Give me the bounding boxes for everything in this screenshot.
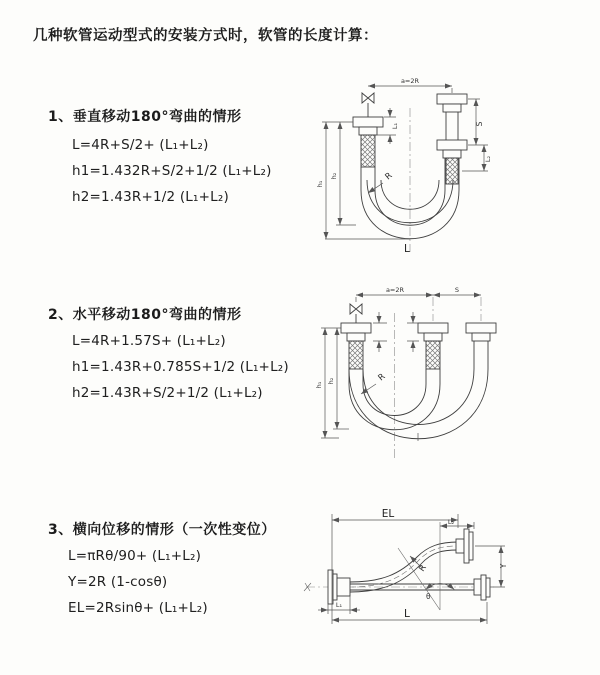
label-s: S xyxy=(454,286,460,294)
label-y: Y xyxy=(499,563,508,569)
formula-line: h1=1.432R+S/2+1/2 (L₁+L₂) xyxy=(72,163,272,179)
diagram-lateral-displacement xyxy=(298,498,598,663)
formula-line: h1=1.43R+0.785S+1/2 (L₁+L₂) xyxy=(72,359,289,375)
diagram-vertical-move-180 xyxy=(300,72,510,257)
flange-fitting-left xyxy=(353,117,383,167)
formula-line: L=4R+1.57S+ (L₁+L₂) xyxy=(72,333,226,349)
hose-s-curve xyxy=(350,542,458,592)
lateral-displacement-diagram-svg xyxy=(298,498,598,663)
formula-line: EL=2Rsinθ+ (L₁+L₂) xyxy=(68,600,208,616)
fitting-length-marks xyxy=(373,312,419,352)
formula-line: Y=2R (1-cosθ) xyxy=(68,574,168,590)
label-a2r: a=2R xyxy=(385,286,405,294)
label-l2: L₂ xyxy=(447,518,455,526)
formula-line: L=4R+S/2+ (L₁+L₂) xyxy=(72,137,209,153)
formula-line: L=πRθ/90+ (L₁+L₂) xyxy=(68,548,202,564)
valve-icon xyxy=(350,304,362,323)
flange-fitting-left xyxy=(328,570,350,604)
label-theta: θ xyxy=(426,592,431,601)
document-title: 几种软管运动型式的安装方式时，软管的长度计算： xyxy=(33,28,378,44)
label-s: S xyxy=(475,121,484,127)
label-l2: L₂ xyxy=(484,155,492,163)
flange-fitting-right-original xyxy=(474,575,490,600)
flange-fitting-right-moved xyxy=(466,323,496,341)
label-l1: L₁ xyxy=(335,601,343,609)
label-radius: R xyxy=(376,371,388,384)
flange-fitting-right-lower xyxy=(437,140,467,184)
label-length-l: L xyxy=(404,608,410,620)
label-a2r: a=2R xyxy=(400,77,420,85)
label-length-l: L xyxy=(404,243,410,255)
label-radius: R xyxy=(417,563,429,574)
flange-fitting-left xyxy=(341,323,371,369)
section-1-heading: 1、垂直移动180°弯曲的情形 xyxy=(48,109,242,125)
formula-line: h2=1.43R+1/2 (L₁+L₂) xyxy=(72,189,229,205)
radius-arrow xyxy=(368,183,383,193)
label-h1: h₁ xyxy=(316,180,324,188)
horizontal-move-diagram-svg xyxy=(295,283,595,473)
label-el: EL xyxy=(381,508,395,520)
section-3-heading: 3、横向位移的情形（一次性变位） xyxy=(48,522,276,538)
label-radius: R xyxy=(383,170,395,183)
hose-u-bends xyxy=(349,341,488,439)
flange-fitting-right-upper xyxy=(437,94,467,140)
label-h1: h₁ xyxy=(315,381,323,389)
label-h2: h₂ xyxy=(330,172,338,180)
formula-line: h2=1.43R+S/2+1/2 (L₁+L₂) xyxy=(72,385,263,401)
flange-fitting-middle xyxy=(418,323,448,369)
flange-fitting-right-moved xyxy=(456,529,473,563)
valve-icon xyxy=(362,93,374,117)
label-l1: L₁ xyxy=(391,122,399,130)
vertical-move-diagram-svg xyxy=(300,72,510,257)
diagram-horizontal-move-180 xyxy=(295,283,595,473)
section-2-heading: 2、水平移动180°弯曲的情形 xyxy=(48,307,242,323)
label-h2: h₂ xyxy=(327,377,335,385)
